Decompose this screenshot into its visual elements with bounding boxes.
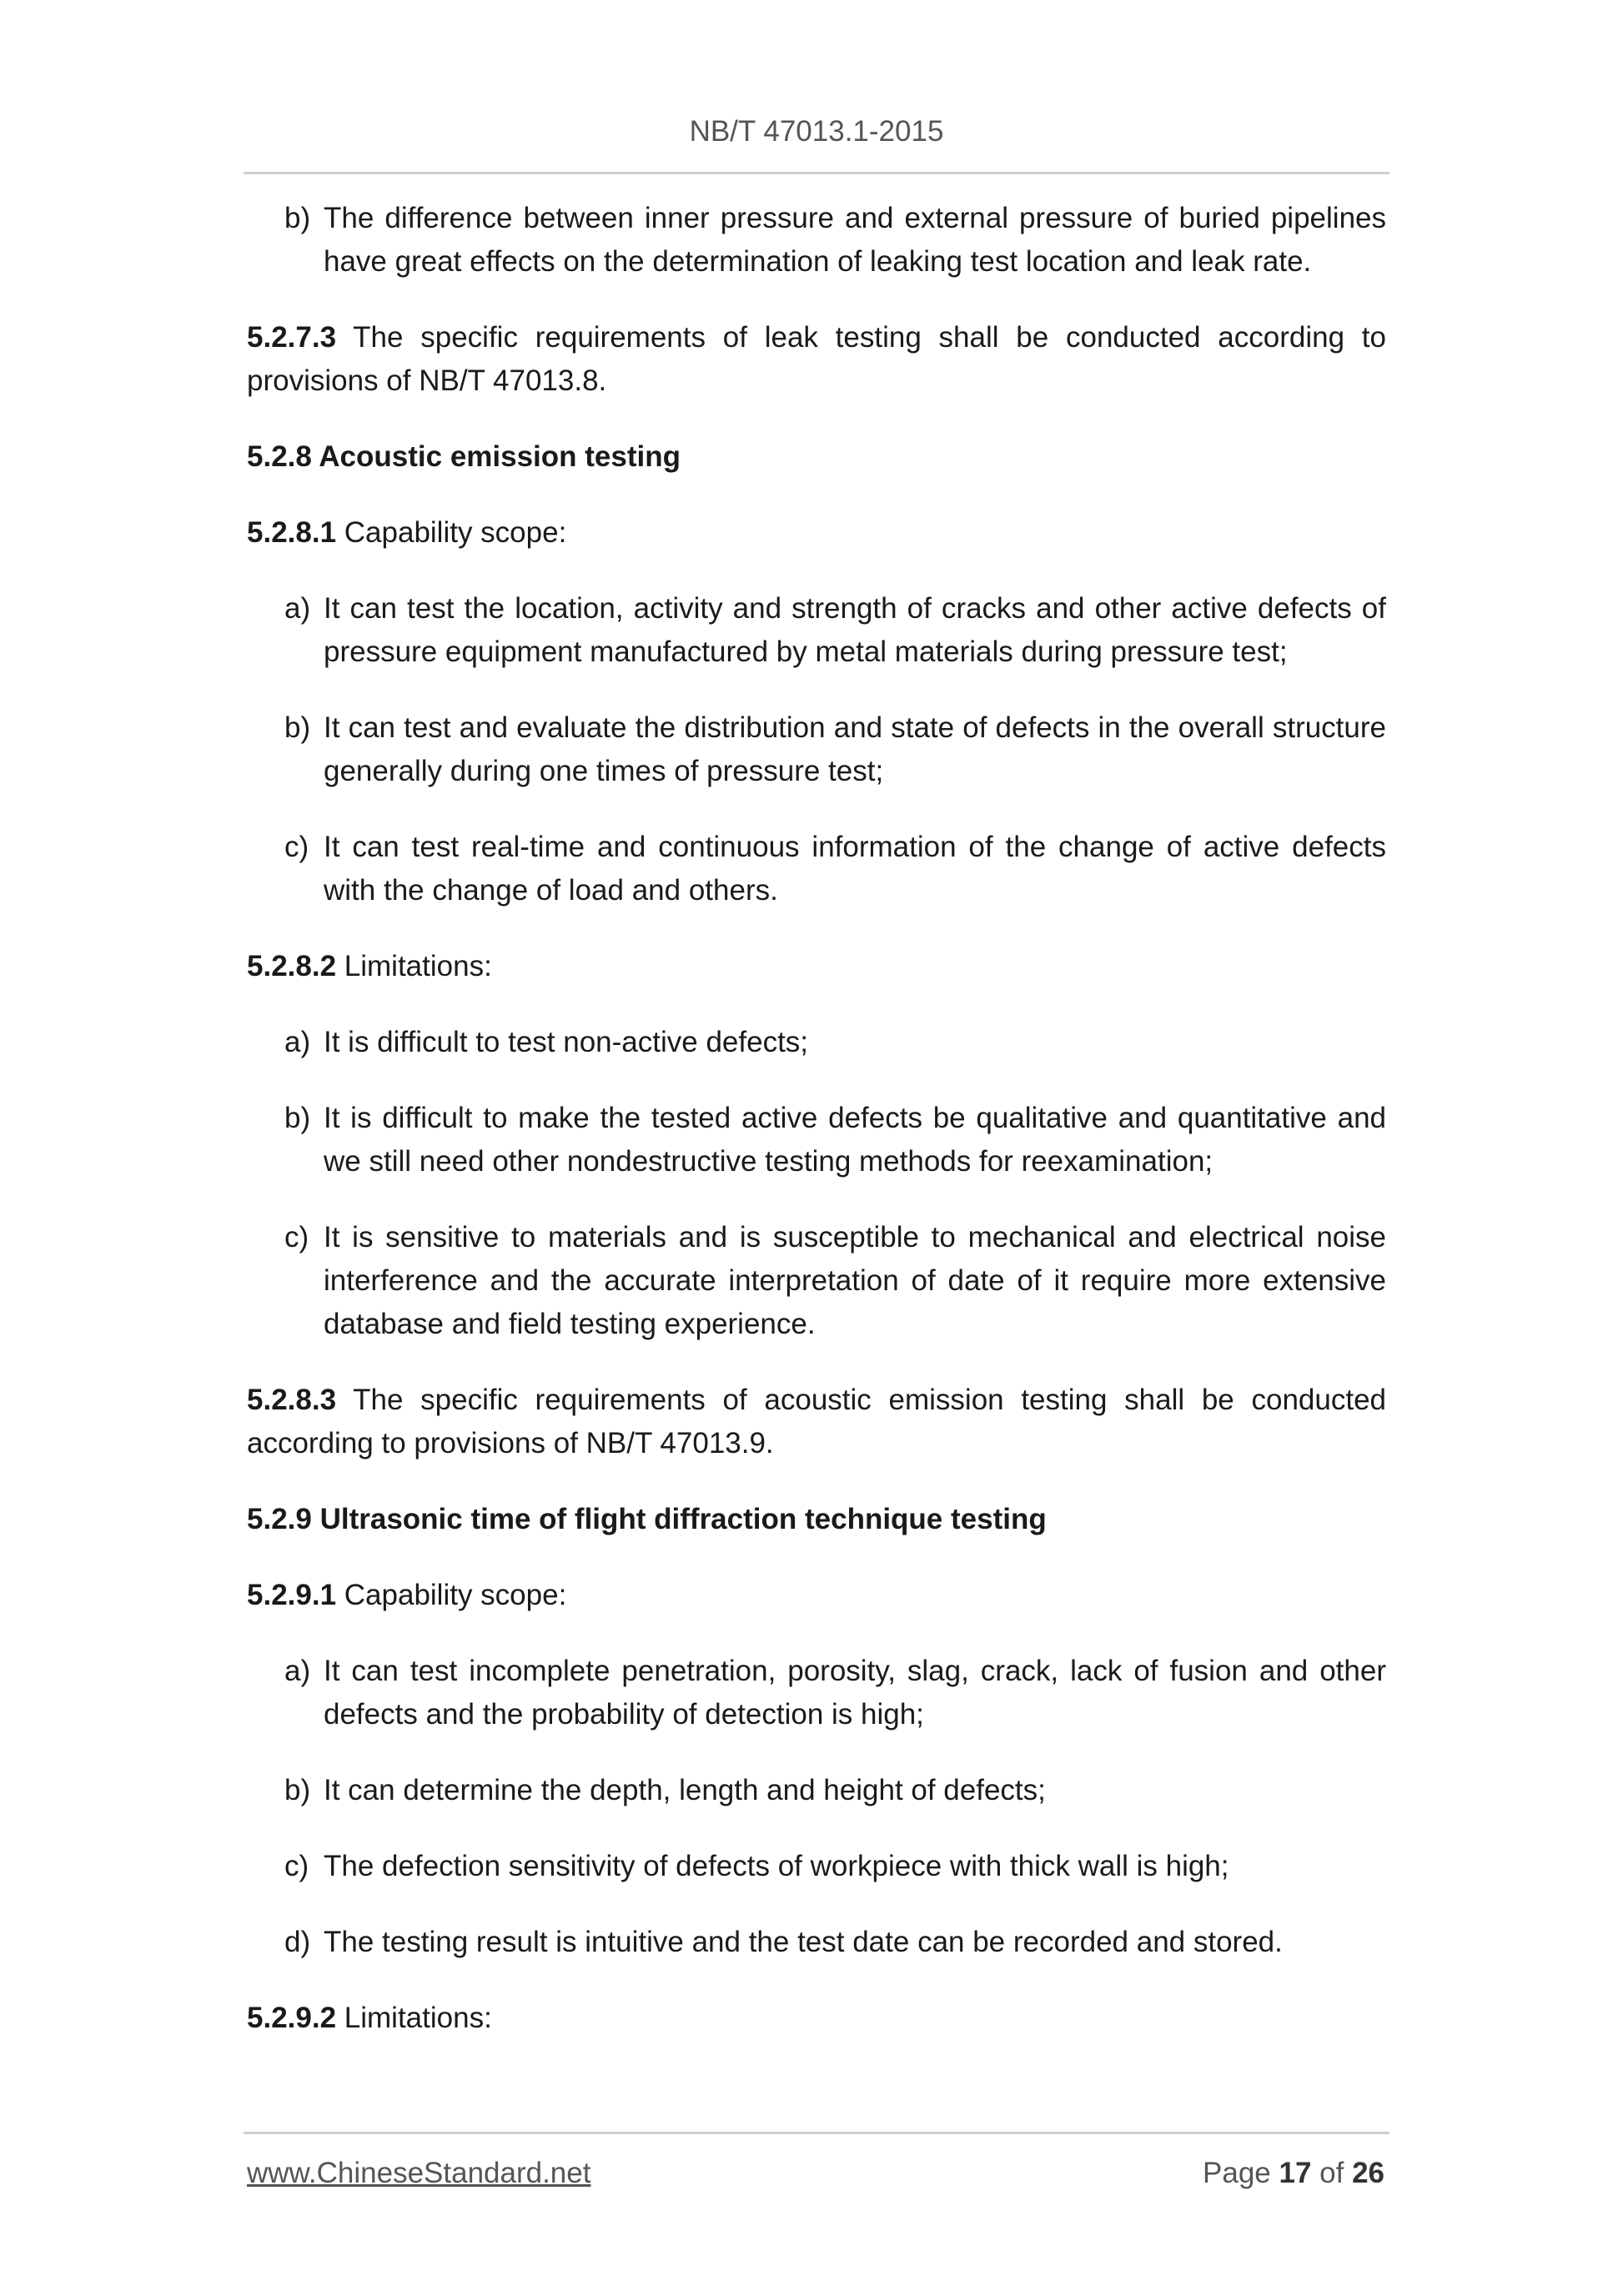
list-item	[247, 587, 1386, 674]
clause-text: The specific requirements of acoustic emission testing shall be conducted according to provisions of NB/T 47013.9.	[247, 1384, 1386, 1459]
list-marker: a)	[284, 1655, 311, 1687]
document-body	[247, 197, 1386, 2072]
list-marker: b)	[284, 1102, 311, 1134]
clause-text: Capability scope:	[336, 1579, 567, 1611]
page-header: NB/T 47013.1-2015	[689, 115, 944, 148]
clause-5-2-8-1	[247, 511, 1386, 555]
page-current: 17	[1279, 2157, 1312, 2189]
list-marker: a)	[284, 592, 311, 625]
clause-number: 5.2.8.3	[247, 1384, 337, 1416]
list-item-text: It can determine the depth, length and height of defects;	[324, 1774, 1046, 1806]
list-item	[247, 1021, 1386, 1064]
list-item	[247, 1097, 1386, 1183]
footer-divider	[244, 2132, 1389, 2134]
clause-number: 5.2.8.2	[247, 950, 337, 982]
list-item	[247, 1769, 1386, 1812]
clause-5-2-9-2	[247, 1997, 1386, 2040]
clause-text: Limitations:	[336, 2002, 492, 2034]
clause-number: 5.2.7.3	[247, 321, 337, 354]
list-item	[247, 1216, 1386, 1346]
list-item	[247, 197, 1386, 284]
clause-text: The specific requirements of leak testing shall be conducted according to provisions of NB/T 47013.8.	[247, 321, 1386, 397]
list-marker: b)	[284, 1774, 311, 1806]
list-item-text: It can test incomplete penetration, porosity, slag, crack, lack of fusion and other defects and the probability of detection is high;	[324, 1655, 1386, 1731]
clause-number: 5.2.9.2	[247, 2002, 337, 2034]
list-marker: b)	[284, 202, 311, 234]
list-marker: c)	[284, 1850, 309, 1882]
clause-text: Limitations:	[336, 950, 492, 982]
page-of: of	[1311, 2157, 1353, 2189]
section-heading-5-2-8	[247, 435, 1386, 479]
clause-5-2-8-3	[247, 1379, 1386, 1465]
list-item-text: It can test and evaluate the distribution and state of defects in the overall structure generally during one times of pressure test;	[324, 711, 1386, 787]
list-item	[247, 1845, 1386, 1888]
clause-number: 5.2.9.1	[247, 1579, 337, 1611]
clause-5-2-8-2	[247, 945, 1386, 988]
list-item-text: It is difficult to make the tested active defects be qualitative and quantitative and we still need other nondestructive testing methods for reexamination;	[324, 1102, 1386, 1178]
list-item-text: It is sensitive to materials and is susceptible to mechanical and electrical noise interference and the accurate interpretation of date of it require more extensive database and field testing experience.	[324, 1221, 1386, 1340]
clause-number: 5.2.8.1	[247, 516, 337, 549]
list-marker: a)	[284, 1026, 311, 1058]
list-item	[247, 706, 1386, 793]
section-title: Acoustic emission testing	[311, 440, 681, 473]
list-item-text: It can test the location, activity and strength of cracks and other active defects of pressure equipment manufactured by metal materials during pressure test;	[324, 592, 1386, 668]
section-number: 5.2.9	[247, 1503, 312, 1535]
section-heading-5-2-9	[247, 1498, 1386, 1541]
clause-text: Capability scope:	[336, 516, 567, 549]
list-item	[247, 826, 1386, 912]
website-link[interactable]: www.ChineseStandard.net	[247, 2157, 591, 2189]
page-prefix: Page	[1203, 2157, 1279, 2189]
list-item-text: The testing result is intuitive and the test date can be recorded and stored.	[324, 1926, 1283, 1958]
list-marker: b)	[284, 711, 311, 744]
list-item	[247, 1650, 1386, 1736]
clause-5-2-7-3	[247, 316, 1386, 403]
list-marker: d)	[284, 1926, 311, 1958]
list-item	[247, 1921, 1386, 1964]
list-marker: c)	[284, 1221, 309, 1254]
list-item-text: It can test real-time and continuous information of the change of active defects with the change of load and others.	[324, 831, 1386, 907]
list-item-text: The defection sensitivity of defects of workpiece with thick wall is high;	[324, 1850, 1229, 1882]
section-number: 5.2.8	[247, 440, 312, 473]
section-title: Ultrasonic time of flight diffraction technique testing	[311, 1503, 1047, 1535]
page-counter	[1203, 2157, 1384, 2190]
list-item-text: It is difficult to test non-active defects;	[324, 1026, 809, 1058]
list-item-text: The difference between inner pressure and external pressure of buried pipelines have great effects on the determination of leaking test location and leak rate.	[324, 202, 1386, 278]
page-total: 26	[1352, 2157, 1384, 2189]
header-divider	[244, 172, 1389, 174]
clause-5-2-9-1	[247, 1574, 1386, 1617]
list-marker: c)	[284, 831, 309, 863]
